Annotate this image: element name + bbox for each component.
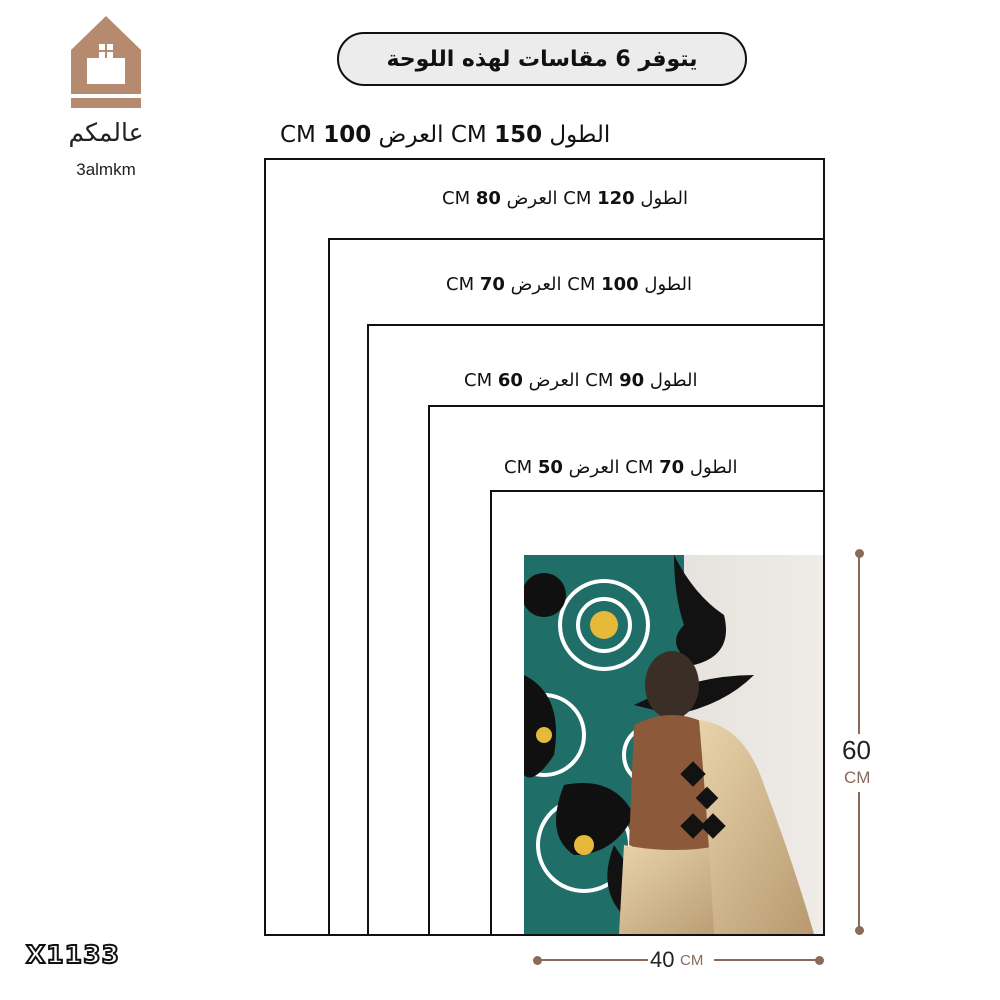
unit: CM xyxy=(625,457,654,478)
width-label: العرض xyxy=(568,457,620,478)
length-label: الطول xyxy=(649,370,698,391)
width-value: 60 xyxy=(497,370,523,391)
width-value: 100 xyxy=(323,122,372,148)
length-value: 100 xyxy=(601,274,639,295)
unit: CM xyxy=(567,274,596,295)
length-value: 120 xyxy=(597,188,635,209)
width-label: العرض xyxy=(378,122,444,148)
width-dim-line-right xyxy=(714,959,816,961)
title-banner: يتوفر 6 مقاسات لهذه اللوحة xyxy=(337,32,747,86)
brand-name-latin: 3almkm xyxy=(76,160,136,179)
length-value: 70 xyxy=(659,457,685,478)
length-value: 90 xyxy=(619,370,645,391)
unit: CM xyxy=(446,274,475,295)
width-dim-line-left xyxy=(540,959,648,961)
length-label: الطول xyxy=(644,274,693,295)
length-value: 150 xyxy=(494,122,543,148)
unit: CM xyxy=(450,122,487,148)
height-dim-unit: CM xyxy=(844,768,871,787)
unit: CM xyxy=(563,188,592,209)
width-label: العرض xyxy=(506,188,558,209)
width-value: 80 xyxy=(475,188,501,209)
height-dim-bottom-dot xyxy=(855,926,864,935)
width-dim-unit: CM xyxy=(680,952,704,969)
width-value: 50 xyxy=(537,457,563,478)
unit: CM xyxy=(442,188,471,209)
brand-logo xyxy=(54,14,158,179)
artwork-image xyxy=(524,555,823,934)
width-label: العرض xyxy=(528,370,580,391)
length-label: الطول xyxy=(640,188,689,209)
unit: CM xyxy=(504,457,533,478)
length-label: الطول xyxy=(549,122,611,148)
width-label: العرض xyxy=(510,274,562,295)
size-label-5 xyxy=(504,457,738,478)
product-code: X1133 xyxy=(26,940,120,969)
house-logo-icon xyxy=(69,14,143,110)
brand-name-arabic: عالمكم xyxy=(68,118,144,147)
size-label-3 xyxy=(446,274,692,295)
unit: CM xyxy=(280,122,316,148)
height-dim-line-bottom xyxy=(858,792,860,928)
height-dim-line-top xyxy=(858,556,860,734)
height-dim-value: 60 xyxy=(842,735,871,765)
size-label-2 xyxy=(442,188,688,209)
width-value: 70 xyxy=(479,274,505,295)
width-dim-right-dot xyxy=(815,956,824,965)
size-label-1 xyxy=(280,122,610,148)
length-label: الطول xyxy=(689,457,738,478)
width-dim-value: 40 xyxy=(650,947,675,972)
size-label-4 xyxy=(464,370,698,391)
unit: CM xyxy=(585,370,614,391)
unit: CM xyxy=(464,370,493,391)
